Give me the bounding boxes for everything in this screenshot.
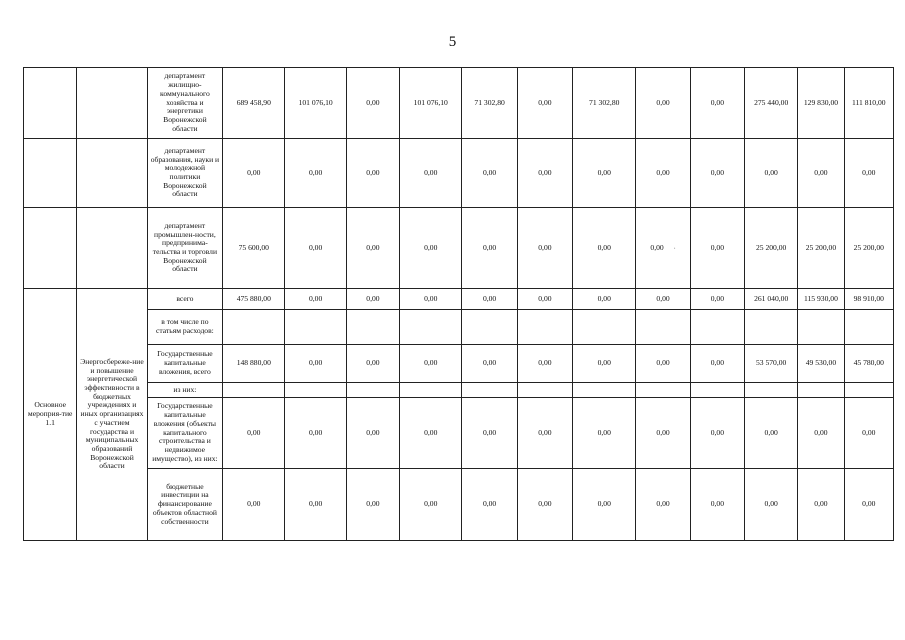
value-cell: 75 600,00 xyxy=(223,208,285,289)
value-cell xyxy=(462,383,517,398)
value-cell: 0,00 xyxy=(346,289,399,310)
value-cell: 0,00 xyxy=(223,469,285,541)
department-label: департамент жилищно-коммунального хозяйства и энергетики Воронежской области xyxy=(147,68,222,139)
value-cell xyxy=(517,383,572,398)
value-cell xyxy=(573,310,636,345)
value-cell: 0,00 xyxy=(223,398,285,469)
table-row xyxy=(24,208,894,289)
blank-cell xyxy=(24,208,77,289)
value-cell xyxy=(462,310,517,345)
value-cell: 0,00 xyxy=(798,139,844,208)
value-cell: 0,00 xyxy=(517,289,572,310)
value-cell: 275 440,00 xyxy=(745,68,798,139)
value-cell: 0,00 xyxy=(462,208,517,289)
value-cell: 0,00 xyxy=(346,469,399,541)
value-cell xyxy=(636,383,690,398)
value-cell xyxy=(223,310,285,345)
value-cell: 0,00 xyxy=(285,289,346,310)
value-cell: 71 302,80 xyxy=(573,68,636,139)
value-cell: 0,00 xyxy=(844,469,893,541)
value-cell: 0,00 xyxy=(573,345,636,383)
value-cell: 0,00 xyxy=(636,139,690,208)
value-cell: 0,00 xyxy=(636,289,690,310)
value-cell: 25 200,00 xyxy=(745,208,798,289)
budget-table xyxy=(23,67,894,541)
value-cell: 0,00 xyxy=(517,469,572,541)
value-cell xyxy=(745,310,798,345)
department-label: департамент образования, науки и молодежной политики Воронежской области xyxy=(147,139,222,208)
activity-code: Основное мероприя-тие 1.1 xyxy=(24,289,77,541)
value-text: 0,00 xyxy=(650,242,664,252)
value-cell: 0,00 xyxy=(690,289,744,310)
value-cell: 0,00 xyxy=(462,345,517,383)
value-cell: 0,00 xyxy=(690,345,744,383)
value-cell: 0,00 xyxy=(285,345,346,383)
activity-name: Энергосбереже-ние и повышение энергетической эффективности в бюджетных учреждениях и иных организациях с участием государства и муниципальных образований Воронежской области xyxy=(77,289,147,541)
value-cell xyxy=(400,383,462,398)
blank-cell xyxy=(77,208,147,289)
value-cell xyxy=(690,383,744,398)
value-cell xyxy=(690,310,744,345)
value-cell: 0,00 xyxy=(690,208,744,289)
value-cell: 0,00 xyxy=(517,208,572,289)
value-cell: 0,00 xyxy=(517,398,572,469)
value-cell: 0,00 xyxy=(798,398,844,469)
value-cell: 129 830,00 xyxy=(798,68,844,139)
value-cell: 0,00 xyxy=(573,469,636,541)
value-cell xyxy=(636,310,690,345)
value-cell: 0,00 xyxy=(844,139,893,208)
value-cell: 0,00 xyxy=(690,139,744,208)
value-cell: 0,00 xyxy=(517,68,572,139)
value-cell: 0,00 xyxy=(285,398,346,469)
value-cell: 0,00 xyxy=(636,68,690,139)
value-cell: 0,00 xyxy=(690,469,744,541)
value-cell: 53 570,00 xyxy=(745,345,798,383)
stray-mark: · xyxy=(673,245,676,252)
value-cell xyxy=(844,310,893,345)
blank-cell xyxy=(24,139,77,208)
value-cell: 148 880,00 xyxy=(223,345,285,383)
blank-cell xyxy=(77,68,147,139)
value-cell: 0,00 xyxy=(285,469,346,541)
row-label: Государственные капитальные вложения, всего xyxy=(147,345,222,383)
value-cell: 0,00 xyxy=(400,208,462,289)
value-cell: 101 076,10 xyxy=(400,68,462,139)
row-label: всего xyxy=(147,289,222,310)
table-row xyxy=(24,398,894,469)
value-cell: 0,00 xyxy=(798,469,844,541)
value-cell: 475 880,00 xyxy=(223,289,285,310)
value-cell xyxy=(573,383,636,398)
value-cell: 0,00 xyxy=(400,345,462,383)
value-cell xyxy=(285,383,346,398)
value-cell: 0,00 xyxy=(346,68,399,139)
table-row xyxy=(24,310,894,345)
value-cell: 0,00 xyxy=(462,469,517,541)
row-label: из них: xyxy=(147,383,222,398)
blank-cell xyxy=(24,68,77,139)
value-cell xyxy=(798,383,844,398)
value-cell: 0,00 xyxy=(462,139,517,208)
value-cell: 0,00 xyxy=(844,398,893,469)
table-row xyxy=(24,139,894,208)
value-cell: 0,00 xyxy=(400,398,462,469)
value-cell xyxy=(844,383,893,398)
value-cell xyxy=(223,383,285,398)
value-cell xyxy=(636,208,690,289)
value-cell: 0,00 xyxy=(400,469,462,541)
value-cell xyxy=(285,310,346,345)
value-cell: 0,00 xyxy=(517,345,572,383)
value-cell: 0,00 xyxy=(223,139,285,208)
value-cell: 0,00 xyxy=(690,398,744,469)
value-cell: 0,00 xyxy=(573,208,636,289)
value-cell: 0,00 xyxy=(517,139,572,208)
value-cell: 0,00 xyxy=(745,139,798,208)
value-cell: 98 910,00 xyxy=(844,289,893,310)
value-cell: 0,00 xyxy=(346,139,399,208)
value-cell: 49 530,00 xyxy=(798,345,844,383)
value-cell xyxy=(346,310,399,345)
value-cell: 0,00 xyxy=(462,398,517,469)
value-cell: 0,00 xyxy=(636,345,690,383)
value-cell xyxy=(400,310,462,345)
table-row xyxy=(24,289,894,310)
value-cell xyxy=(745,383,798,398)
value-cell: 25 200,00 xyxy=(844,208,893,289)
value-cell: 0,00 xyxy=(573,139,636,208)
value-cell xyxy=(798,310,844,345)
value-cell: 0,00 xyxy=(573,289,636,310)
value-cell: 0,00 xyxy=(346,208,399,289)
value-cell: 0,00 xyxy=(400,289,462,310)
value-cell: 0,00 xyxy=(462,289,517,310)
value-cell: 0,00 xyxy=(636,469,690,541)
value-cell xyxy=(346,383,399,398)
value-cell: 0,00 xyxy=(285,139,346,208)
value-cell: 0,00 xyxy=(346,398,399,469)
value-cell: 0,00 xyxy=(346,345,399,383)
value-cell: 0,00 xyxy=(573,398,636,469)
table-row xyxy=(24,68,894,139)
value-cell xyxy=(517,310,572,345)
value-cell: 115 930,00 xyxy=(798,289,844,310)
value-cell: 0,00 xyxy=(400,139,462,208)
value-cell: 0,00 xyxy=(636,398,690,469)
value-cell: 25 200,00 xyxy=(798,208,844,289)
value-cell: 261 040,00 xyxy=(745,289,798,310)
page-number: 5 xyxy=(448,34,457,50)
table-row xyxy=(24,383,894,398)
value-cell: 0,00 xyxy=(690,68,744,139)
row-label: Государственные капитальные вложения (объекты капитального строительства и недвижимое имущество), из них: xyxy=(147,398,222,469)
value-cell: 111 810,00 xyxy=(844,68,893,139)
value-cell: 0,00 xyxy=(745,469,798,541)
value-cell: 45 780,00 xyxy=(844,345,893,383)
table-row xyxy=(24,469,894,541)
value-cell: 0,00 xyxy=(745,398,798,469)
value-cell: 71 302,80 xyxy=(462,68,517,139)
value-cell: 0,00 xyxy=(285,208,346,289)
blank-cell xyxy=(77,139,147,208)
value-cell: 101 076,10 xyxy=(285,68,346,139)
department-label: департамент промышлен-ности, предпринима-тельства и торговли Воронежской области xyxy=(147,208,222,289)
row-label: бюджетные инвестиции на финансирование объектов областной собственности xyxy=(147,469,222,541)
table-row xyxy=(24,345,894,383)
value-cell: 689 458,90 xyxy=(223,68,285,139)
row-label: в том числе по статьям расходов: xyxy=(147,310,222,345)
